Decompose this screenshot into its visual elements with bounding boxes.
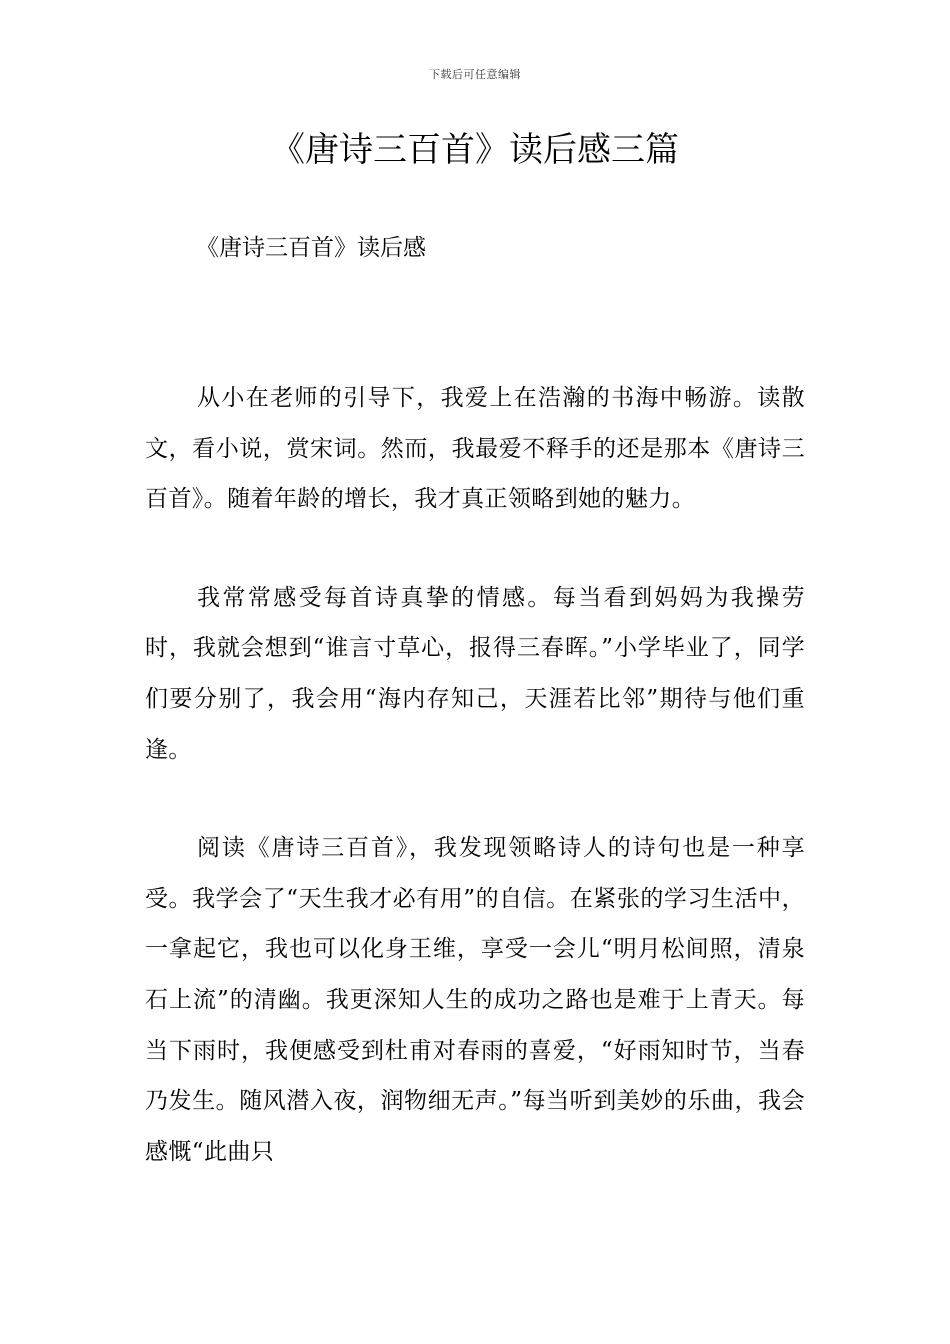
- section-subtitle: 《唐诗三百首》读后感: [196, 235, 426, 261]
- header-note: 下载后可任意编辑: [429, 68, 521, 81]
- paragraph-1: 从小在老师的引导下，我爱上在浩瀚的书海中畅游。读散文，看小说，赏宋词。然而，我最爱不释手的还是那本《唐诗三百首》。随着年龄的增长，我才真正领略到她的魅力。: [145, 385, 805, 513]
- paragraph-3: 阅读《唐诗三百首》，我发现领略诗人的诗句也是一种享受。我学会了“天生我才必有用”的自信。在紧张的学习生活中，一拿起它，我也可以化身王维，享受一会儿“明月松间照，清泉石上流”的清幽。我更深知人生的成功之路也是难于上青天。每当下雨时，我便感受到杜甫对春雨的喜爱，“好雨知时节，当春乃发生。随风潜入夜，润物细无声。”每当听到美妙的乐曲，我会感慨“此曲只: [145, 835, 805, 1165]
- document-title: 《唐诗三百首》读后感三篇: [271, 130, 679, 170]
- paragraph-2: 我常常感受每首诗真挚的情感。每当看到妈妈为我操劳时，我就会想到“谁言寸草心，报得三春晖。”小学毕业了，同学们要分别了，我会用“海内存知己，天涯若比邻”期待与他们重逢。: [145, 584, 805, 763]
- document-body: [145, 373, 805, 1225]
